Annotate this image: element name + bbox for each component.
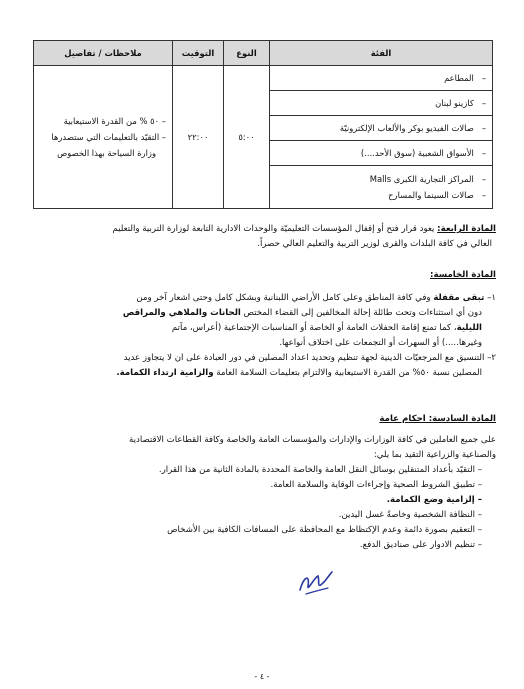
list-item: – الأسواق الشعبية (سوق الأحد....) (270, 141, 492, 166)
signature-icon (296, 568, 336, 598)
header-notes: ملاحظات / تفاصيل (34, 41, 173, 66)
article-4-line (30, 222, 496, 237)
type-cell: ٥:٠٠ (224, 66, 270, 209)
header-category: الفئة (270, 41, 493, 66)
list-item: – التعقيم بصورة دائمة وعدم الإكتظاظ مع المحافظة على المسافات الكافية بين الأشخاص (167, 525, 482, 535)
notes-instructions: التقيّد بالتعليمات التي ستصدرها (51, 132, 160, 142)
category-rules-table (33, 40, 493, 209)
category-cinemas: صالات السينما والمسارح (388, 190, 474, 200)
category-casino: كازينو لبنان (435, 98, 474, 108)
list-item: – تطبيق الشروط الصحية وإجراءات الوقاية والسلامة العامة. (270, 480, 482, 490)
article-4-text-1: يعود قرار فتح أو إقفال المؤسسات التعليميّة والوحدات الادارية التابعة لوزارة التربية والتعليم (112, 224, 435, 234)
article-5-item-2-line-1: ٢– التنسيق مع المرجعيّات الدينية لجهة تنظيم وتحديد اعداد المصلين في دور العبادة على ان لا يتجاوز عديد (123, 353, 496, 363)
category-restaurants: المطاعم (444, 73, 474, 83)
item-text: دون أي استثناءات وتحت طائلة إحالة المخالفين إلى القضاء المختص (240, 308, 482, 318)
list-item: – النظافة الشخصية وخاصةً غسل اليدين. (338, 510, 482, 520)
header-timing: التوقيت (173, 41, 224, 66)
table-row (34, 66, 493, 209)
category-popular-markets: الأسواق الشعبية (سوق الأحد....) (360, 148, 474, 158)
item-text: وفي كافة المناطق وعلى كامل الأراضي اللبنانية وبشكل كامل وحتى اشعار آخر ومن (136, 293, 434, 303)
notes-line: – ٥٠ % من القدرة الاستيعابية (63, 116, 166, 126)
night-emphasis: الليلية (456, 323, 482, 333)
article-5-item-1-line-4: وغيرها.....) أو السهرات أو التجمعات على اختلاف أنواعها. (279, 338, 482, 348)
article-4 (30, 222, 496, 252)
category-malls: المراكز التجارية الكبرى Malls (369, 174, 474, 184)
list-item: – كازينو لبنان (270, 91, 492, 116)
article-5-title: المادة الخامسة: (430, 270, 496, 280)
list-item: – صالات الفيديو بوكر والألعاب الإلكترونيّة (270, 116, 492, 141)
article-6-title: المادة السادسة: احكام عامة (379, 414, 496, 424)
item-text: ، كما تمنع إقامة الحفلات العامة أو الخاصة أو المناسبات الإجتماعية (أعراس، مآتم (171, 323, 457, 333)
venues-emphasis: الحانات والملاهي والمراقص (122, 308, 241, 318)
list-item: – المطاعم (270, 66, 492, 91)
article-5-item-1-line-1 (30, 291, 496, 306)
category-cell (270, 66, 493, 209)
article-5-item-1-line-2 (30, 306, 496, 321)
mask-emphasis: والزامية ارتداء الكمامة. (116, 368, 214, 378)
list-item: – إلزامية وضع الكمامة. (386, 495, 482, 505)
article-4-text-2: العالي في كافة البلدات والقرى لوزير التربية والتعليم العالي حصراً. (257, 239, 492, 249)
article-6 (30, 412, 496, 553)
notes-line (38, 145, 166, 161)
notes-cell (34, 66, 173, 209)
notes-ministry: وزارة السياحة بهذا الخصوص (57, 148, 156, 158)
notes-capacity: ٥٠ % من القدرة الاستيعابية (63, 116, 160, 126)
article-4-title: المادة الرابعة: (437, 224, 496, 234)
closed-emphasis: تبقى مقفلة (433, 293, 485, 303)
article-5-item-1-line-3 (30, 321, 496, 336)
header-type: النوع (224, 41, 270, 66)
list-item: – تنظيم الادوار على صناديق الدفع. (359, 540, 482, 550)
list-item: –المراكز التجارية الكبرى Malls –صالات السينما والمسارح (369, 174, 486, 200)
item-number: ١– (484, 293, 496, 303)
article-5 (30, 268, 496, 381)
page-number: - ٤ - (254, 672, 270, 681)
category-list (270, 66, 492, 208)
item-text: المصلين نسبة ٥٠% من القدرة الاستيعابية والالتزام بتعليمات السلامة العامة (213, 368, 482, 378)
article-5-item-2-line-2 (30, 366, 496, 381)
timing-cell: ٢٢:٠٠ (173, 66, 224, 209)
article-6-intro-1: على جميع العاملين في كافة الوزارات والإدارات والمؤسسات العامة والخاصة وكافة القطاعات الاقتصادية (129, 435, 496, 445)
category-video-poker: صالات الفيديو بوكر والألعاب الإلكترونيّة (339, 123, 474, 133)
table-header-row (34, 41, 493, 66)
notes-line: – التقيّد بالتعليمات التي ستصدرها (51, 132, 166, 142)
article-6-intro-2: والصناعية والزراعية التقيد بما يلي: (373, 450, 496, 460)
list-item: – التقيّد بأعداد المتنقلين بوسائل النقل العامة والخاصة المحددة بالمادة الثانية من هذا القرار. (158, 465, 482, 475)
